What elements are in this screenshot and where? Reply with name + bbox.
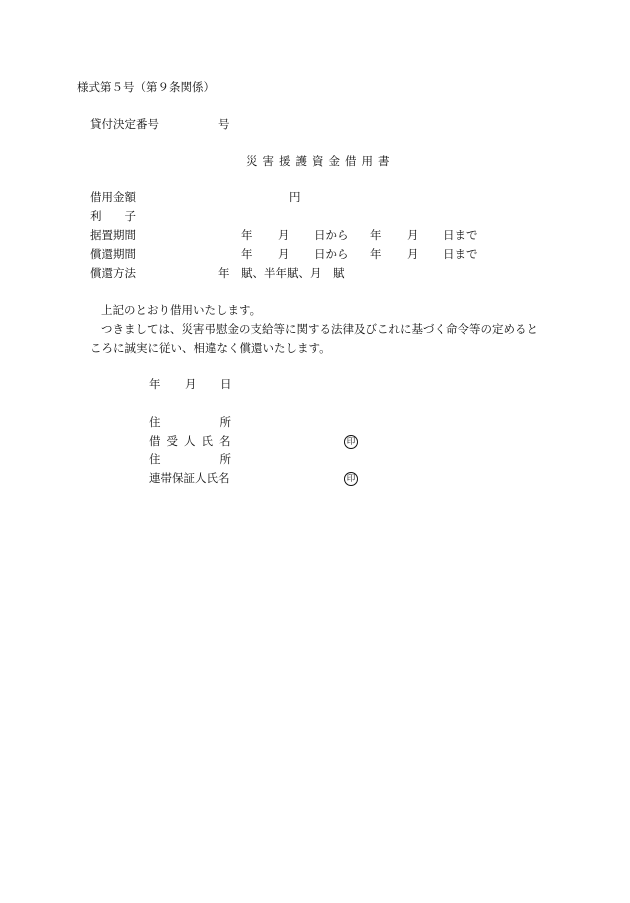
grace-period-label: 据置期間	[90, 228, 136, 242]
grace-year-2: 年	[370, 228, 382, 242]
date-year: 年	[149, 377, 161, 391]
body-line-2: つきましては、災害弔慰金の支給等に関する法律及びこれに基づく命令等の定めると	[101, 322, 538, 336]
loan-number-suffix: 号	[218, 117, 230, 131]
document-title: 災害援護資金借用書	[246, 154, 395, 168]
guarantor-address-label	[149, 454, 231, 466]
date-month: 月	[185, 377, 197, 391]
repay-month-2: 月	[407, 247, 419, 261]
repay-until: 日まで	[443, 247, 478, 261]
repay-from: 日から	[314, 247, 349, 261]
grace-month-2: 月	[407, 228, 419, 242]
grace-year: 年	[241, 228, 253, 242]
interest-label-char-1: 利	[90, 209, 102, 223]
borrower-address-char-1: 住	[149, 415, 161, 429]
form-number: 様式第５号（第９条関係）	[77, 80, 215, 94]
body-line-3: ころに誠実に従い、相違なく償還いたします。	[90, 341, 331, 355]
amount-unit: 円	[289, 190, 301, 204]
guarantor-address-char-1: 住	[149, 452, 161, 466]
grace-month: 月	[278, 228, 290, 242]
repayment-period-label: 償還期間	[90, 247, 136, 261]
repayment-method-label: 償還方法	[90, 266, 136, 280]
borrower-name-label: 借受人氏名	[149, 434, 237, 448]
date-day: 日	[220, 377, 232, 391]
loan-number-label: 貸付決定番号	[90, 117, 159, 131]
grace-until: 日まで	[443, 228, 478, 242]
repay-year: 年	[241, 247, 253, 261]
repay-month: 月	[278, 247, 290, 261]
guarantor-address-char-2: 所	[219, 452, 231, 466]
guarantor-name-label: 連帯保証人氏名	[149, 471, 230, 485]
interest-label	[90, 211, 136, 223]
repay-year-2: 年	[370, 247, 382, 261]
amount-label: 借用金額	[90, 190, 136, 204]
interest-label-char-2: 子	[124, 209, 136, 223]
borrower-address-label	[149, 417, 231, 429]
repayment-method-options: 年 賦、半年賦、月 賦	[218, 266, 345, 280]
grace-from: 日から	[314, 228, 349, 242]
borrower-seal-icon: 印	[344, 435, 358, 449]
guarantor-seal-icon: 印	[344, 472, 358, 486]
borrower-address-char-2: 所	[219, 415, 231, 429]
body-line-1: 上記のとおり借用いたします。	[101, 303, 262, 317]
